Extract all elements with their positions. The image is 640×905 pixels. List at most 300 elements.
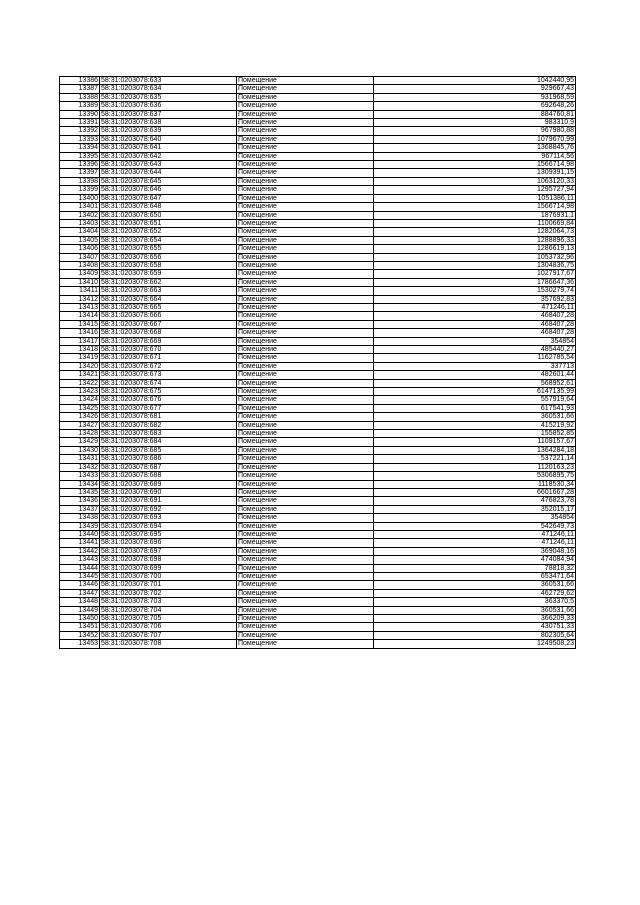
cadastral-number-cell: 58:31:0203078:643	[100, 161, 237, 169]
cadastral-number-cell: 58:31:0203078:694	[100, 522, 237, 530]
object-type-cell: Помещение	[237, 295, 374, 303]
row-number-cell: 13434	[60, 480, 100, 488]
cadastral-value-cell: 1566714,98	[374, 203, 576, 211]
object-type-cell: Помещение	[237, 556, 374, 564]
cadastral-value-cell: 360531,66	[374, 581, 576, 589]
object-type-cell: Помещение	[237, 194, 374, 202]
row-number-cell: 13408	[60, 261, 100, 269]
row-number-cell: 13398	[60, 177, 100, 185]
table-row	[60, 564, 576, 572]
object-type-cell: Помещение	[237, 236, 374, 244]
cadastral-number-cell: 58:31:0203078:696	[100, 539, 237, 547]
object-type-cell: Помещение	[237, 371, 374, 379]
cadastral-number-cell: 58:31:0203078:692	[100, 505, 237, 513]
cadastral-number-cell: 58:31:0203078:650	[100, 211, 237, 219]
table-row	[60, 556, 576, 564]
row-number-cell: 13445	[60, 572, 100, 580]
table-row	[60, 530, 576, 538]
table-row	[60, 93, 576, 101]
object-type-cell: Помещение	[237, 472, 374, 480]
cadastral-value-cell: 360531,66	[374, 413, 576, 421]
table-row	[60, 228, 576, 236]
object-type-cell: Помещение	[237, 152, 374, 160]
row-number-cell: 13411	[60, 287, 100, 295]
object-type-cell: Помещение	[237, 337, 374, 345]
cadastral-value-cell: 617541,93	[374, 404, 576, 412]
table-body	[60, 77, 576, 649]
table-row	[60, 598, 576, 606]
table-row	[60, 253, 576, 261]
row-number-cell: 13418	[60, 346, 100, 354]
table-row	[60, 77, 576, 85]
table-row	[60, 85, 576, 93]
row-number-cell: 13400	[60, 194, 100, 202]
cadastral-number-cell: 58:31:0203078:658	[100, 261, 237, 269]
table-row	[60, 110, 576, 118]
object-type-cell: Помещение	[237, 127, 374, 135]
cadastral-value-cell: 1162785,54	[374, 354, 576, 362]
cadastral-number-cell: 58:31:0203078:670	[100, 346, 237, 354]
cadastral-value-cell: 476823,78	[374, 497, 576, 505]
row-number-cell: 13431	[60, 455, 100, 463]
object-type-cell: Помещение	[237, 287, 374, 295]
row-number-cell: 13412	[60, 295, 100, 303]
cadastral-value-cell: 1530279,74	[374, 287, 576, 295]
cadastral-value-cell: 5306895,75	[374, 472, 576, 480]
cadastral-value-cell: 462729,62	[374, 589, 576, 597]
object-type-cell: Помещение	[237, 589, 374, 597]
object-type-cell: Помещение	[237, 514, 374, 522]
cadastral-number-cell: 58:31:0203078:695	[100, 530, 237, 538]
cadastral-number-cell: 58:31:0203078:688	[100, 472, 237, 480]
cadastral-number-cell: 58:31:0203078:668	[100, 329, 237, 337]
cadastral-value-cell: 357692,83	[374, 295, 576, 303]
row-number-cell: 13435	[60, 488, 100, 496]
cadastral-number-cell: 58:31:0203078:641	[100, 144, 237, 152]
object-type-cell: Помещение	[237, 245, 374, 253]
cadastral-value-cell: 884760,81	[374, 110, 576, 118]
row-number-cell: 13387	[60, 85, 100, 93]
cadastral-number-cell: 58:31:0203078:652	[100, 228, 237, 236]
cadastral-value-cell: 369048,16	[374, 547, 576, 555]
table-row	[60, 152, 576, 160]
object-type-cell: Помещение	[237, 261, 374, 269]
object-type-cell: Помещение	[237, 303, 374, 311]
cadastral-value-cell: 1118530,34	[374, 480, 576, 488]
row-number-cell: 13427	[60, 421, 100, 429]
table-row	[60, 211, 576, 219]
cadastral-number-cell: 58:31:0203078:666	[100, 312, 237, 320]
cadastral-number-cell: 58:31:0203078:639	[100, 127, 237, 135]
row-number-cell: 13417	[60, 337, 100, 345]
row-number-cell: 13437	[60, 505, 100, 513]
object-type-cell: Помещение	[237, 488, 374, 496]
object-type-cell: Помещение	[237, 312, 374, 320]
cadastral-number-cell: 58:31:0203078:676	[100, 396, 237, 404]
cadastral-value-cell: 415219,92	[374, 421, 576, 429]
cadastral-number-cell: 58:31:0203078:697	[100, 547, 237, 555]
table-row	[60, 320, 576, 328]
object-type-cell: Помещение	[237, 203, 374, 211]
table-row	[60, 589, 576, 597]
object-type-cell: Помещение	[237, 480, 374, 488]
cadastral-value-cell: 967114,56	[374, 152, 576, 160]
row-number-cell: 13421	[60, 371, 100, 379]
cadastral-value-cell: 485440,27	[374, 346, 576, 354]
cadastral-number-cell: 58:31:0203078:704	[100, 606, 237, 614]
object-type-cell: Помещение	[237, 161, 374, 169]
object-type-cell: Помещение	[237, 219, 374, 227]
table-row	[60, 312, 576, 320]
cadastral-value-cell: 360531,66	[374, 606, 576, 614]
cadastral-number-cell: 58:31:0203078:637	[100, 110, 237, 118]
object-type-cell: Помещение	[237, 413, 374, 421]
cadastral-value-cell: 1042440,95	[374, 77, 576, 85]
cadastral-value-cell: 802305,64	[374, 631, 576, 639]
cadastral-value-cell: 1109157,67	[374, 438, 576, 446]
object-type-cell: Помещение	[237, 102, 374, 110]
table-row	[60, 144, 576, 152]
row-number-cell: 13432	[60, 463, 100, 471]
cadastral-value-cell: 1364284,18	[374, 446, 576, 454]
cadastral-number-cell: 58:31:0203078:651	[100, 219, 237, 227]
cadastral-number-cell: 58:31:0203078:698	[100, 556, 237, 564]
object-type-cell: Помещение	[237, 404, 374, 412]
cadastral-value-cell: 1288896,33	[374, 236, 576, 244]
cadastral-number-cell: 58:31:0203078:659	[100, 270, 237, 278]
cadastral-value-cell: 354854	[374, 514, 576, 522]
row-number-cell: 13425	[60, 404, 100, 412]
cadastral-value-cell: 471246,11	[374, 539, 576, 547]
table-row	[60, 404, 576, 412]
cadastral-number-cell: 58:31:0203078:707	[100, 631, 237, 639]
cadastral-number-cell: 58:31:0203078:664	[100, 295, 237, 303]
object-type-cell: Помещение	[237, 119, 374, 127]
cadastral-number-cell: 58:31:0203078:689	[100, 480, 237, 488]
table-row	[60, 413, 576, 421]
object-type-cell: Помещение	[237, 93, 374, 101]
cadastral-number-cell: 58:31:0203078:646	[100, 186, 237, 194]
cadastral-number-cell: 58:31:0203078:677	[100, 404, 237, 412]
cadastral-value-cell: 430751,33	[374, 623, 576, 631]
object-type-cell: Помещение	[237, 564, 374, 572]
cadastral-value-cell: 1027917,67	[374, 270, 576, 278]
object-type-cell: Помещение	[237, 320, 374, 328]
cadastral-value-cell: 1368845,76	[374, 144, 576, 152]
cadastral-number-cell: 58:31:0203078:671	[100, 354, 237, 362]
cadastral-value-cell: 967980,88	[374, 127, 576, 135]
cadastral-value-cell: 1249508,23	[374, 640, 576, 648]
row-number-cell: 13393	[60, 135, 100, 143]
cadastral-number-cell: 58:31:0203078:662	[100, 278, 237, 286]
table-row	[60, 396, 576, 404]
row-number-cell: 13399	[60, 186, 100, 194]
row-number-cell: 13439	[60, 522, 100, 530]
cadastral-value-cell: 557919,64	[374, 396, 576, 404]
row-number-cell: 13426	[60, 413, 100, 421]
cadastral-number-cell: 58:31:0203078:633	[100, 77, 237, 85]
cadastral-value-cell: 1309391,15	[374, 169, 576, 177]
cadastral-number-cell: 58:31:0203078:703	[100, 598, 237, 606]
cadastral-number-cell: 58:31:0203078:638	[100, 119, 237, 127]
cadastral-value-cell: 363370,5	[374, 598, 576, 606]
object-type-cell: Помещение	[237, 581, 374, 589]
row-number-cell: 13405	[60, 236, 100, 244]
table-row	[60, 539, 576, 547]
cadastral-value-cell: 352015,17	[374, 505, 576, 513]
cadastral-number-cell: 58:31:0203078:665	[100, 303, 237, 311]
table-row	[60, 177, 576, 185]
table-row	[60, 337, 576, 345]
object-type-cell: Помещение	[237, 505, 374, 513]
table-row	[60, 388, 576, 396]
table-row	[60, 169, 576, 177]
cadastral-value-cell: 366209,33	[374, 615, 576, 623]
cadastral-value-cell: 468407,28	[374, 320, 576, 328]
cadastral-number-cell: 58:31:0203078:685	[100, 446, 237, 454]
table-row	[60, 287, 576, 295]
table-row	[60, 219, 576, 227]
table-row	[60, 623, 576, 631]
object-type-cell: Помещение	[237, 522, 374, 530]
cadastral-value-cell: 653471,64	[374, 572, 576, 580]
cadastral-number-cell: 58:31:0203078:667	[100, 320, 237, 328]
object-type-cell: Помещение	[237, 606, 374, 614]
object-type-cell: Помещение	[237, 354, 374, 362]
row-number-cell: 13423	[60, 388, 100, 396]
row-number-cell: 13440	[60, 530, 100, 538]
row-number-cell: 13410	[60, 278, 100, 286]
cadastral-value-cell: 1286619,13	[374, 245, 576, 253]
table-row	[60, 446, 576, 454]
table-row	[60, 186, 576, 194]
row-number-cell: 13396	[60, 161, 100, 169]
row-number-cell: 13424	[60, 396, 100, 404]
table-row	[60, 119, 576, 127]
table-row	[60, 329, 576, 337]
object-type-cell: Помещение	[237, 177, 374, 185]
row-number-cell: 13392	[60, 127, 100, 135]
row-number-cell: 13406	[60, 245, 100, 253]
object-type-cell: Помещение	[237, 455, 374, 463]
cadastral-value-cell: 6147135,99	[374, 388, 576, 396]
row-number-cell: 13430	[60, 446, 100, 454]
row-number-cell: 13452	[60, 631, 100, 639]
cadastral-number-cell: 58:31:0203078:669	[100, 337, 237, 345]
cadastral-value-cell: 1053732,96	[374, 253, 576, 261]
row-number-cell: 13428	[60, 430, 100, 438]
object-type-cell: Помещение	[237, 547, 374, 555]
table-row	[60, 438, 576, 446]
row-number-cell: 13451	[60, 623, 100, 631]
row-number-cell: 13401	[60, 203, 100, 211]
table-row	[60, 261, 576, 269]
object-type-cell: Помещение	[237, 631, 374, 639]
cadastral-value-cell: 337713	[374, 362, 576, 370]
cadastral-value-cell: 1051386,11	[374, 194, 576, 202]
row-number-cell: 13433	[60, 472, 100, 480]
cadastral-number-cell: 58:31:0203078:700	[100, 572, 237, 580]
cadastral-number-cell: 58:31:0203078:636	[100, 102, 237, 110]
object-type-cell: Помещение	[237, 270, 374, 278]
object-type-cell: Помещение	[237, 346, 374, 354]
object-type-cell: Помещение	[237, 446, 374, 454]
cadastral-value-cell: 1304836,75	[374, 261, 576, 269]
table-row	[60, 203, 576, 211]
table-row	[60, 606, 576, 614]
table-row	[60, 455, 576, 463]
table-row	[60, 522, 576, 530]
cadastral-value-cell: 482601,44	[374, 371, 576, 379]
cadastral-value-cell: 1295727,94	[374, 186, 576, 194]
cadastral-value-cell: 929667,43	[374, 85, 576, 93]
table-row	[60, 421, 576, 429]
row-number-cell: 13402	[60, 211, 100, 219]
object-type-cell: Помещение	[237, 497, 374, 505]
cadastral-number-cell: 58:31:0203078:684	[100, 438, 237, 446]
cadastral-number-cell: 58:31:0203078:642	[100, 152, 237, 160]
row-number-cell: 13441	[60, 539, 100, 547]
table-row	[60, 572, 576, 580]
row-number-cell: 13394	[60, 144, 100, 152]
row-number-cell: 13388	[60, 93, 100, 101]
cadastral-number-cell: 58:31:0203078:699	[100, 564, 237, 572]
row-number-cell: 13420	[60, 362, 100, 370]
cadastral-value-cell: 354854	[374, 337, 576, 345]
table-row	[60, 514, 576, 522]
cadastral-number-cell: 58:31:0203078:634	[100, 85, 237, 93]
cadastral-value-cell: 78818,32	[374, 564, 576, 572]
row-number-cell: 13419	[60, 354, 100, 362]
table-row	[60, 245, 576, 253]
cadastral-number-cell: 58:31:0203078:693	[100, 514, 237, 522]
row-number-cell: 13416	[60, 329, 100, 337]
cadastral-number-cell: 58:31:0203078:672	[100, 362, 237, 370]
cadastral-number-cell: 58:31:0203078:663	[100, 287, 237, 295]
cadastral-value-cell: 542649,73	[374, 522, 576, 530]
row-number-cell: 13442	[60, 547, 100, 555]
table-row	[60, 346, 576, 354]
table-row	[60, 547, 576, 555]
row-number-cell: 13389	[60, 102, 100, 110]
cadastral-value-table	[59, 76, 576, 649]
row-number-cell: 13450	[60, 615, 100, 623]
row-number-cell: 13446	[60, 581, 100, 589]
object-type-cell: Помещение	[237, 438, 374, 446]
object-type-cell: Помещение	[237, 228, 374, 236]
cadastral-number-cell: 58:31:0203078:656	[100, 253, 237, 261]
object-type-cell: Помещение	[237, 530, 374, 538]
cadastral-number-cell: 58:31:0203078:705	[100, 615, 237, 623]
table-row	[60, 371, 576, 379]
row-number-cell: 13415	[60, 320, 100, 328]
object-type-cell: Помещение	[237, 379, 374, 387]
cadastral-number-cell: 58:31:0203078:648	[100, 203, 237, 211]
object-type-cell: Помещение	[237, 110, 374, 118]
table-row	[60, 362, 576, 370]
object-type-cell: Помещение	[237, 186, 374, 194]
cadastral-value-cell: 468407,28	[374, 329, 576, 337]
cadastral-value-cell: 537221,14	[374, 455, 576, 463]
row-number-cell: 13407	[60, 253, 100, 261]
table-row	[60, 505, 576, 513]
table-row	[60, 430, 576, 438]
cadastral-number-cell: 58:31:0203078:683	[100, 430, 237, 438]
object-type-cell: Помещение	[237, 421, 374, 429]
row-number-cell: 13422	[60, 379, 100, 387]
object-type-cell: Помещение	[237, 463, 374, 471]
row-number-cell: 13436	[60, 497, 100, 505]
cadastral-value-cell: 468407,28	[374, 312, 576, 320]
cadastral-value-cell: 1566714,98	[374, 161, 576, 169]
object-type-cell: Помещение	[237, 362, 374, 370]
object-type-cell: Помещение	[237, 169, 374, 177]
cadastral-number-cell: 58:31:0203078:655	[100, 245, 237, 253]
table-row	[60, 497, 576, 505]
cadastral-value-cell: 471246,11	[374, 530, 576, 538]
cadastral-value-cell: 471246,11	[374, 303, 576, 311]
row-number-cell: 13447	[60, 589, 100, 597]
table-row	[60, 127, 576, 135]
table-row	[60, 102, 576, 110]
cadastral-number-cell: 58:31:0203078:647	[100, 194, 237, 202]
cadastral-number-cell: 58:31:0203078:681	[100, 413, 237, 421]
row-number-cell: 13448	[60, 598, 100, 606]
row-number-cell: 13414	[60, 312, 100, 320]
object-type-cell: Помещение	[237, 253, 374, 261]
row-number-cell: 13453	[60, 640, 100, 648]
table-row	[60, 472, 576, 480]
cadastral-value-cell: 155852,85	[374, 430, 576, 438]
object-type-cell: Помещение	[237, 572, 374, 580]
row-number-cell: 13403	[60, 219, 100, 227]
cadastral-value-cell: 1876931,1	[374, 211, 576, 219]
object-type-cell: Помещение	[237, 539, 374, 547]
cadastral-value-cell: 1063120,33	[374, 177, 576, 185]
cadastral-value-cell: 568952,61	[374, 379, 576, 387]
cadastral-value-cell: 1282064,73	[374, 228, 576, 236]
cadastral-number-cell: 58:31:0203078:673	[100, 371, 237, 379]
cadastral-number-cell: 58:31:0203078:675	[100, 388, 237, 396]
object-type-cell: Помещение	[237, 615, 374, 623]
cadastral-number-cell: 58:31:0203078:687	[100, 463, 237, 471]
table-row	[60, 270, 576, 278]
cadastral-number-cell: 58:31:0203078:701	[100, 581, 237, 589]
table-row	[60, 236, 576, 244]
cadastral-value-cell: 983310,9	[374, 119, 576, 127]
cadastral-value-cell: 1786647,36	[374, 278, 576, 286]
row-number-cell: 13438	[60, 514, 100, 522]
row-number-cell: 13404	[60, 228, 100, 236]
object-type-cell: Помещение	[237, 329, 374, 337]
cadastral-number-cell: 58:31:0203078:691	[100, 497, 237, 505]
row-number-cell: 13395	[60, 152, 100, 160]
row-number-cell: 13397	[60, 169, 100, 177]
cadastral-value-cell: 6601667,28	[374, 488, 576, 496]
object-type-cell: Помещение	[237, 388, 374, 396]
object-type-cell: Помещение	[237, 144, 374, 152]
object-type-cell: Помещение	[237, 430, 374, 438]
row-number-cell: 13413	[60, 303, 100, 311]
table-row	[60, 303, 576, 311]
row-number-cell: 13386	[60, 77, 100, 85]
object-type-cell: Помещение	[237, 598, 374, 606]
cadastral-number-cell: 58:31:0203078:645	[100, 177, 237, 185]
object-type-cell: Помещение	[237, 135, 374, 143]
row-number-cell: 13429	[60, 438, 100, 446]
cadastral-number-cell: 58:31:0203078:708	[100, 640, 237, 648]
table-row	[60, 354, 576, 362]
